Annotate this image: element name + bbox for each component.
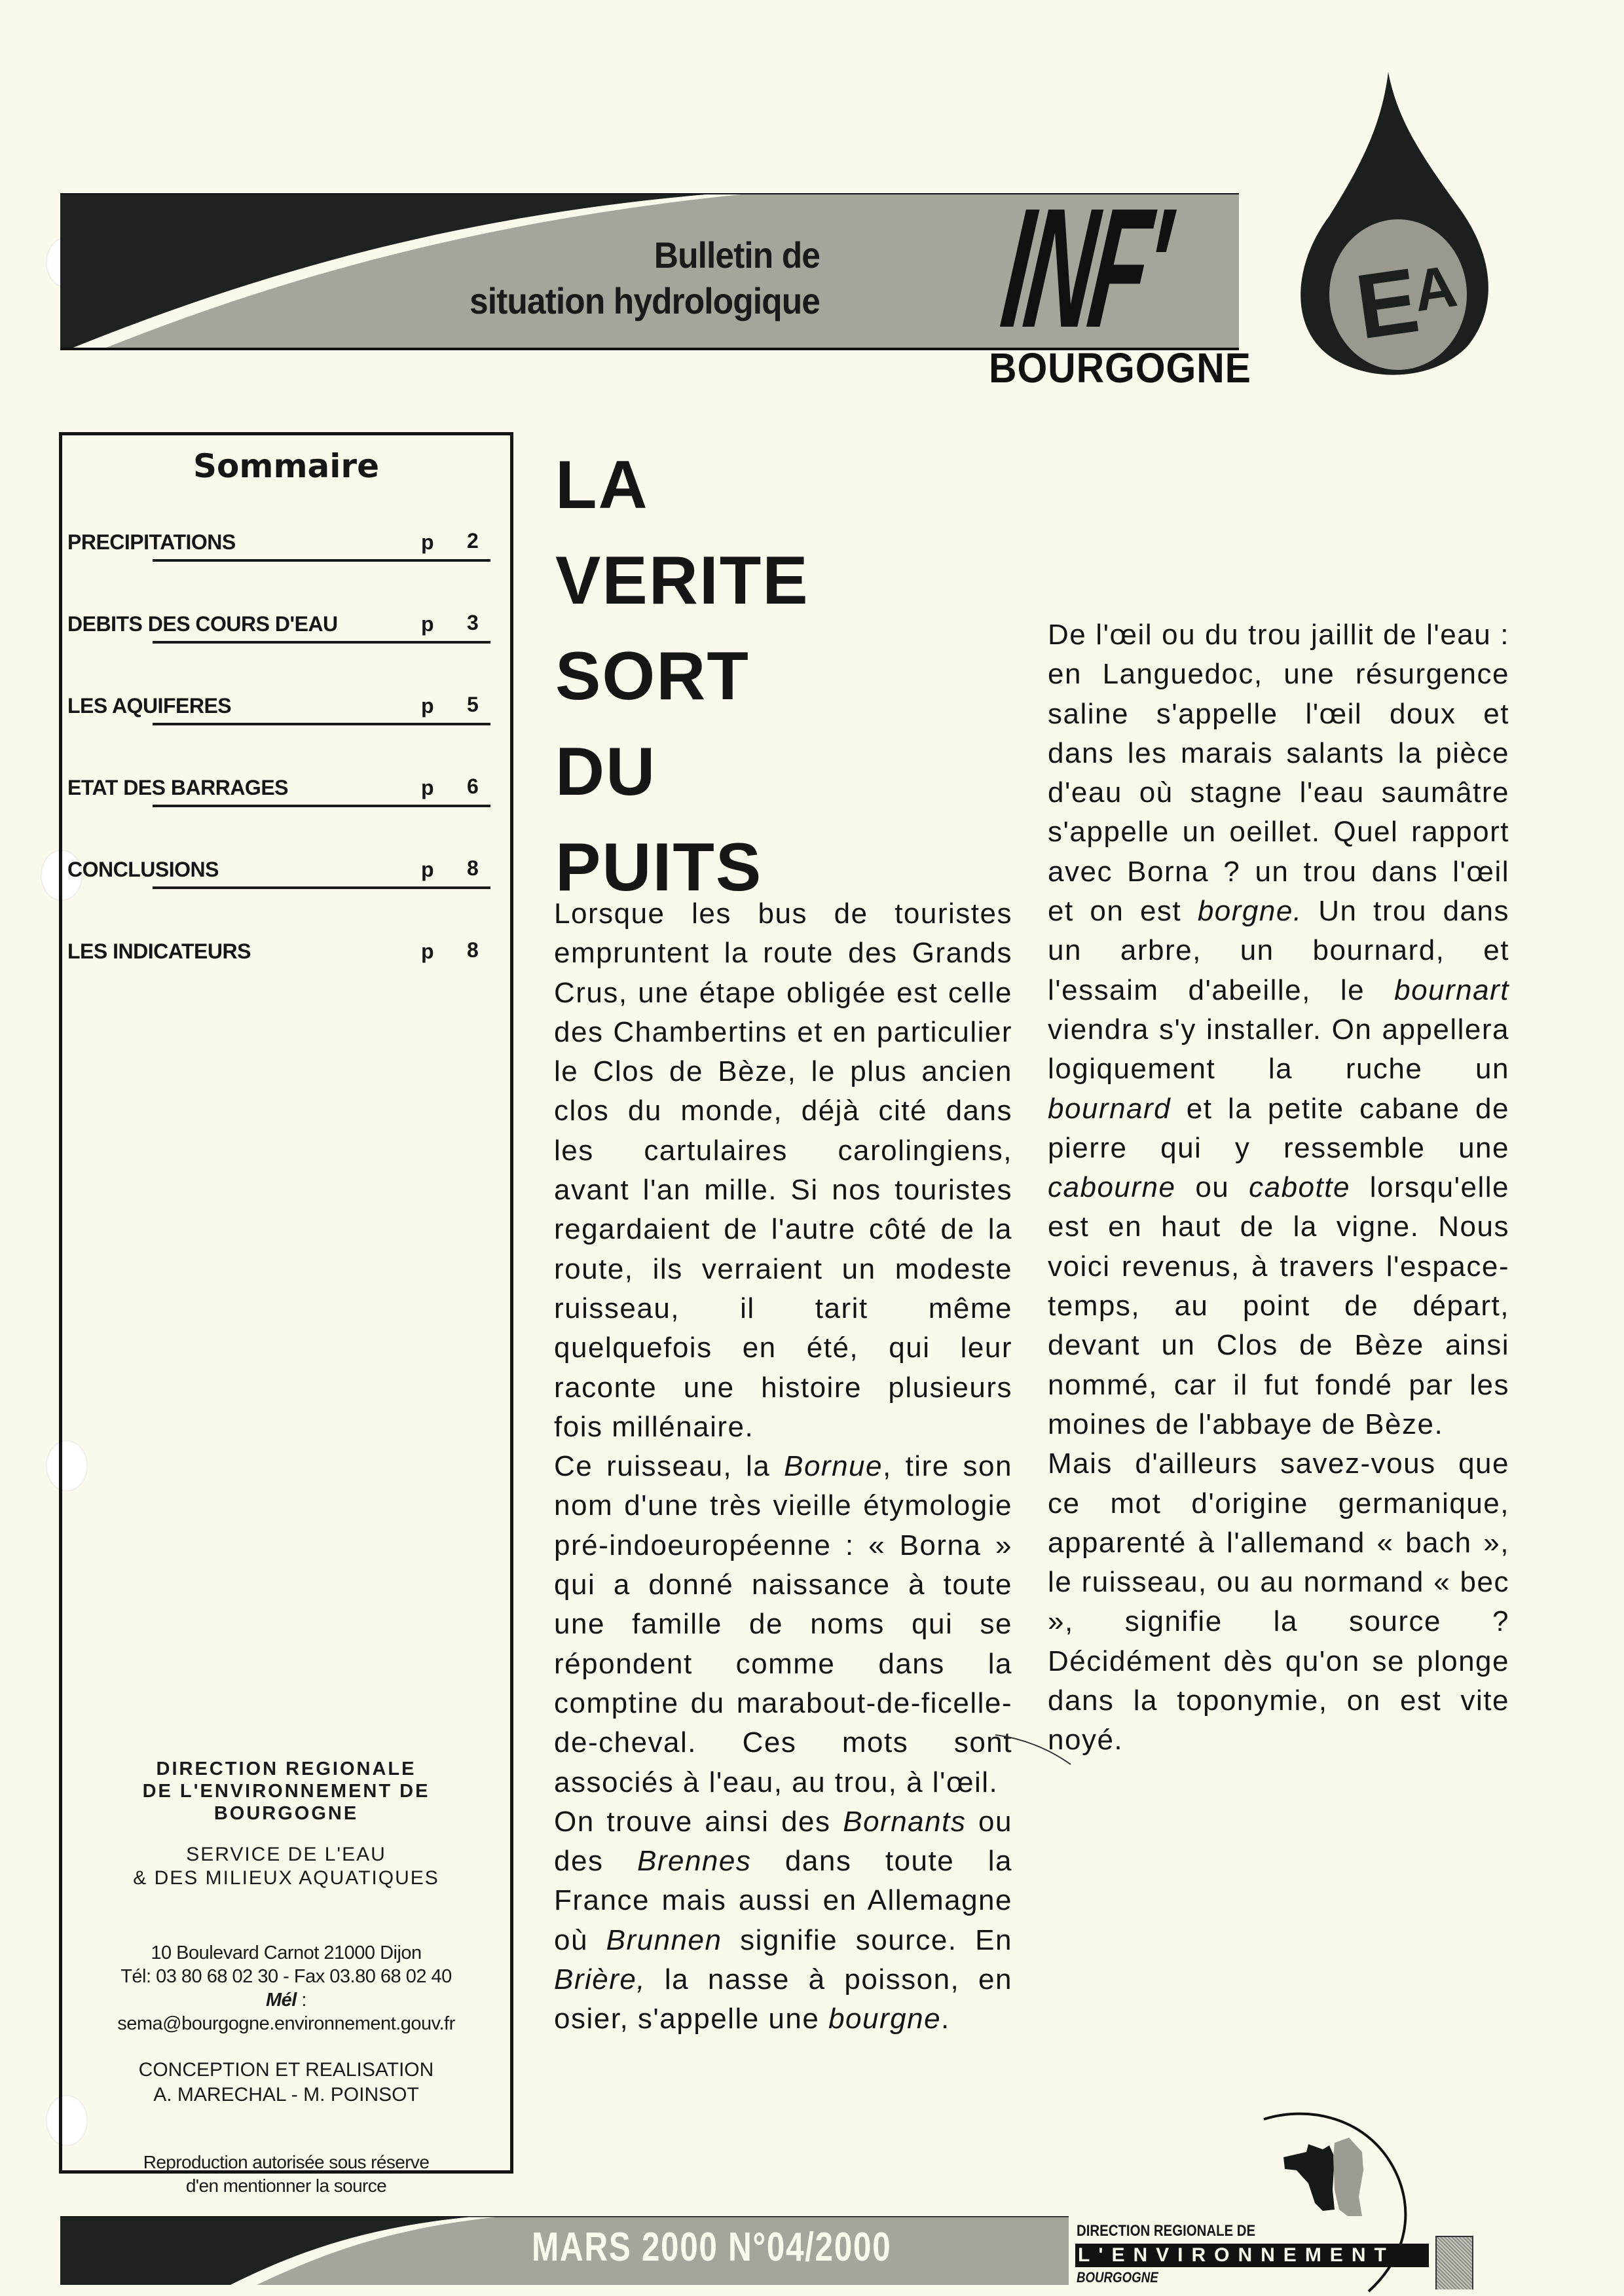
italic-term: cabourne	[1048, 1171, 1176, 1204]
toc-label: LES INDICATEURS	[67, 939, 251, 963]
toc-item-barrages[interactable]	[67, 776, 490, 815]
reproduction-notice	[62, 2151, 510, 2198]
title-line: PUITS	[555, 829, 763, 905]
org-name	[62, 1758, 510, 1825]
service-line: SERVICE DE L'EAU	[186, 1844, 386, 1865]
toc-item-indicateurs[interactable]	[67, 939, 490, 979]
article-title	[555, 437, 809, 915]
italic-term: Brunnen	[606, 1923, 722, 1956]
toc-divider	[153, 723, 490, 725]
toc-page-number: 5	[467, 693, 479, 716]
title-line: LA	[555, 447, 649, 523]
repro-line: Reproduction autorisée sous réserve	[143, 2152, 430, 2172]
toc-divider	[153, 805, 490, 807]
logo-inf-text: INF'	[993, 173, 1175, 363]
toc-divider	[153, 641, 490, 644]
toc-page-prefix: p	[421, 858, 434, 881]
phone-fax: Tél: 03 80 68 02 30 - Fax 03.80 68 02 40	[120, 1966, 452, 1987]
text-run: lorsqu'elle est en haut de la vigne. Nous voici revenus, à travers l'espace-temps, au point de départ, devant un Clos de Bèze ainsi nommé, car il fut fondé par les moines de l'abbaye de Bèze.	[1048, 1171, 1509, 1440]
service-name	[62, 1843, 510, 1890]
address: 10 Boulevard Carnot 21000 Dijon	[151, 1942, 422, 1963]
issue-date-number: MARS 2000 N°04/2000	[532, 2225, 892, 2270]
text-run: ou	[1175, 1171, 1249, 1204]
footer-environnement: L'ENVIRONNEMENT	[1075, 2244, 1429, 2267]
contact-details	[62, 1941, 510, 2035]
italic-term: bourgne	[828, 2003, 942, 2035]
credits-line: CONCEPTION ET REALISATION	[138, 2059, 434, 2081]
toc-label: DEBITS DES COURS D'EAU	[67, 612, 338, 636]
toc-page-number: 8	[467, 938, 479, 962]
subtitle-line-2: situation hydrologique	[469, 280, 820, 321]
toc-page-prefix: p	[421, 530, 434, 554]
italic-term: Bornue	[784, 1450, 883, 1483]
svg-text:E: E	[1350, 248, 1425, 359]
mel-label-row	[62, 1988, 510, 2012]
toc-page-prefix: p	[421, 694, 434, 718]
text-run: la nasse à poisson, en osier, s'appelle une	[554, 1963, 1012, 2035]
footer-band	[60, 2216, 1069, 2285]
toc-divider	[153, 559, 490, 562]
italic-term: bournard	[1048, 1092, 1172, 1125]
text-run: ou des	[554, 1805, 1012, 1878]
org-line: DIRECTION REGIONALE	[156, 1758, 416, 1779]
text-run: On trouve ainsi des	[554, 1805, 843, 1838]
toc-page-number: 8	[467, 856, 479, 880]
subtitle-line-1: Bulletin de	[654, 234, 820, 276]
header-subtitle	[278, 232, 820, 324]
toc-item-conclusions[interactable]	[67, 858, 490, 897]
service-line: & DES MILIEUX AQUATIQUES	[133, 1867, 439, 1889]
title-line: VERITE	[555, 543, 809, 619]
text-run: viendra s'y installer. On appellera logiquement la ruche un	[1048, 1013, 1509, 1085]
credits-line: A. MARECHAL - M. POINSOT	[153, 2084, 419, 2105]
org-line: BOURGOGNE	[213, 1803, 359, 1824]
sommaire-title: Sommaire	[193, 447, 379, 485]
toc-label: ETAT DES BARRAGES	[67, 776, 288, 799]
toc-label: CONCLUSIONS	[67, 858, 219, 881]
footer-gray-block	[1435, 2236, 1473, 2289]
italic-term: Brière,	[554, 1963, 646, 1996]
sommaire-box	[59, 432, 513, 2196]
article-column-2	[1048, 615, 1509, 1760]
toc-page-number: 6	[467, 774, 479, 798]
toc-page-number: 3	[467, 611, 479, 634]
paragraph	[1048, 615, 1509, 1444]
italic-term: Bornants	[843, 1805, 967, 1838]
toc-item-precipitations[interactable]	[67, 530, 490, 570]
text-run: De l'œil ou du trou jaillit de l'eau : en Languedoc, une résurgence saline s'appelle l'œil doux et dans les marais salants la pièce d'eau où stagne l'eau saumâtre s'appelle un oeillet. Quel rapport avec Borna ? un trou dans l'œil et on est	[1048, 619, 1509, 928]
toc-item-aquiferes[interactable]	[67, 694, 490, 733]
text-run: dans toute la France mais aussi en Allemagne où	[554, 1845, 1012, 1956]
org-line: DE L'ENVIRONNEMENT DE	[142, 1781, 430, 1802]
italic-term: Brennes	[637, 1845, 752, 1878]
toc-label: PRECIPITATIONS	[67, 530, 236, 554]
toc-page-prefix: p	[421, 939, 434, 963]
toc-page-number: 2	[467, 529, 479, 553]
credits	[62, 2058, 510, 2107]
decorative-curve	[995, 1728, 1074, 1768]
email-link[interactable]: sema@bourgogne.environnement.gouv.fr	[117, 2013, 455, 2034]
footer-direction: DIRECTION REGIONALE DE	[1077, 2222, 1256, 2240]
toc-divider	[153, 886, 490, 889]
article-column-1	[554, 894, 1012, 2039]
text-run: signifie source. En	[722, 1923, 1013, 1956]
title-line: SORT	[555, 638, 750, 714]
water-drop-logo-icon	[1283, 72, 1506, 380]
svg-text:A: A	[1409, 253, 1462, 325]
toc-page-prefix: p	[421, 776, 434, 799]
text-run: , tire son nom d'une très vieille étymologie pré-indoeuropéenne : « Borna » qui a donné naissance à toute une famille de noms qui se répondent comme dans la comptine du marabout-de-ficelle-de-cheval. Ces mots sont associés à l'eau, au trou, à l'œil.	[554, 1450, 1013, 1798]
toc-label: LES AQUIFERES	[67, 694, 232, 718]
text-run: .	[941, 2003, 950, 2035]
title-line: DU	[555, 734, 657, 810]
italic-term: cabotte	[1249, 1171, 1350, 1204]
paragraph: Lorsque les bus de touristes empruntent la route des Grands Crus, une étape obligée est celle des Chambertins et en particulier le Clos de Bèze, le plus ancien clos du monde, déjà cité dans les cartulaires carolingiens, avant l'an mille. Si nos touristes regardaient de l'autre côté de la route, ils verraient un modeste ruisseau, il tarit même quelquefois en été, qui leur raconte une histoire plusieurs fois millénaire.	[554, 898, 1012, 1443]
france-map-logo-icon	[1257, 2111, 1428, 2295]
toc-item-debits[interactable]	[67, 612, 490, 651]
paragraph	[554, 1447, 1012, 1802]
footer-region: BOURGOGNE	[1077, 2269, 1158, 2286]
italic-term: borgne.	[1197, 895, 1302, 928]
mel-label: Mél	[266, 1990, 297, 2011]
toc-page-prefix: p	[421, 612, 434, 636]
logo-region: BOURGOGNE	[989, 344, 1251, 392]
mel-separator: :	[296, 1990, 306, 2011]
text-run: et la petite cabane de pierre qui y ressemble une	[1048, 1092, 1509, 1164]
paragraph: Mais d'ailleurs savez-vous que ce mot d'origine germanique, apparenté à l'allemand « bach », le ruisseau, ou au normand « bec », signifie la source ? Décidément dès qu'on se plonge dans la toponymie, on est vite noyé.	[1048, 1448, 1509, 1757]
italic-term: bournart	[1394, 974, 1509, 1006]
paragraph	[554, 1802, 1012, 2039]
text-run: Ce ruisseau, la	[554, 1450, 784, 1483]
text-run: Un trou dans un arbre, un bournard, et l'essaim d'abeille, le	[1048, 895, 1509, 1006]
repro-line: d'en mentionner la source	[185, 2176, 387, 2196]
